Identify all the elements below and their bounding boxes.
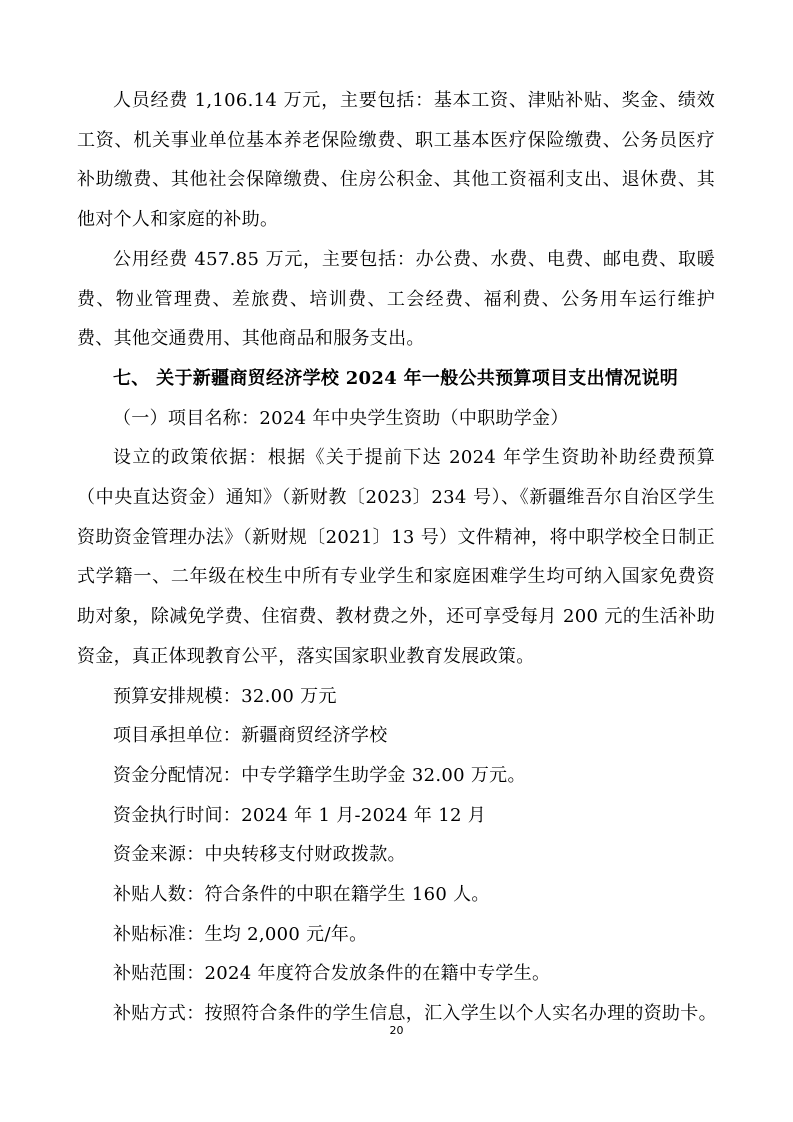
subsidy-count: 补贴人数：符合条件的中职在籍学生 160 人。 xyxy=(113,884,490,906)
execution-time: 资金执行时间：2024 年 1 月-2024 年 12 月 xyxy=(113,804,487,826)
page-number: 20 xyxy=(389,1024,404,1037)
subsidy-method: 补贴方式：按照符合条件的学生信息，汇入学生以个人实名办理的资助卡。 xyxy=(113,1003,717,1025)
fund-allocation: 资金分配情况：中专学籍学生助学金 32.00 万元。 xyxy=(113,764,526,786)
fund-source: 资金来源：中央转移支付财政拨款。 xyxy=(113,844,406,866)
policy-basis-paragraph: 设立的政策依据：根据《关于提前下达 2024 年学生资助补助经费预算（中央直达资金）通知》（新财教〔2023〕234 号）、《新疆维吾尔自治区学生资助资金管理办法》（新财规〔2021〕13 号）文件精神，将中职学校全日制正式学籍一、二年级在校生中所有专业学生和家庭困难学生均可纳入国家免费资助对象，除减免学费、住宿费、教材费之外，还可享受每月 200 元的生活补助资金，真正体现教育公平，落实国家职业教育发展政策。 xyxy=(77,447,715,667)
public-expense-paragraph: 公用经费 457.85 万元，主要包括：办公费、水费、电费、邮电费、取暖费、物业管理费、差旅费、培训费、工会经费、福利费、公务用车运行维护费、其他交通费用、其他商品和服务支出。 xyxy=(77,248,715,350)
section-heading: 七、 关于新疆商贸经济学校 2024 年一般公共预算项目支出情况说明 xyxy=(113,367,679,389)
personnel-expense-paragraph: 人员经费 1,106.14 万元，主要包括：基本工资、津贴补贴、奖金、绩效工资、机关事业单位基本养老保险缴费、职工基本医疗保险缴费、公务员医疗补助缴费、其他社会保障缴费、住房公积金、其他工资福利支出、退休费、其他对个人和家庭的补助。 xyxy=(77,90,715,231)
project-name: （一）项目名称：2024 年中央学生资助（中职助学金） xyxy=(113,407,569,429)
undertaking-unit: 项目承担单位：新疆商贸经济学校 xyxy=(113,725,388,747)
subsidy-scope: 补贴范围：2024 年度符合发放条件的在籍中专学生。 xyxy=(113,963,551,985)
budget-scale: 预算安排规模：32.00 万元 xyxy=(113,685,337,707)
subsidy-standard: 补贴标准：生均 2,000 元/年。 xyxy=(113,923,368,945)
document-body xyxy=(77,81,715,1034)
